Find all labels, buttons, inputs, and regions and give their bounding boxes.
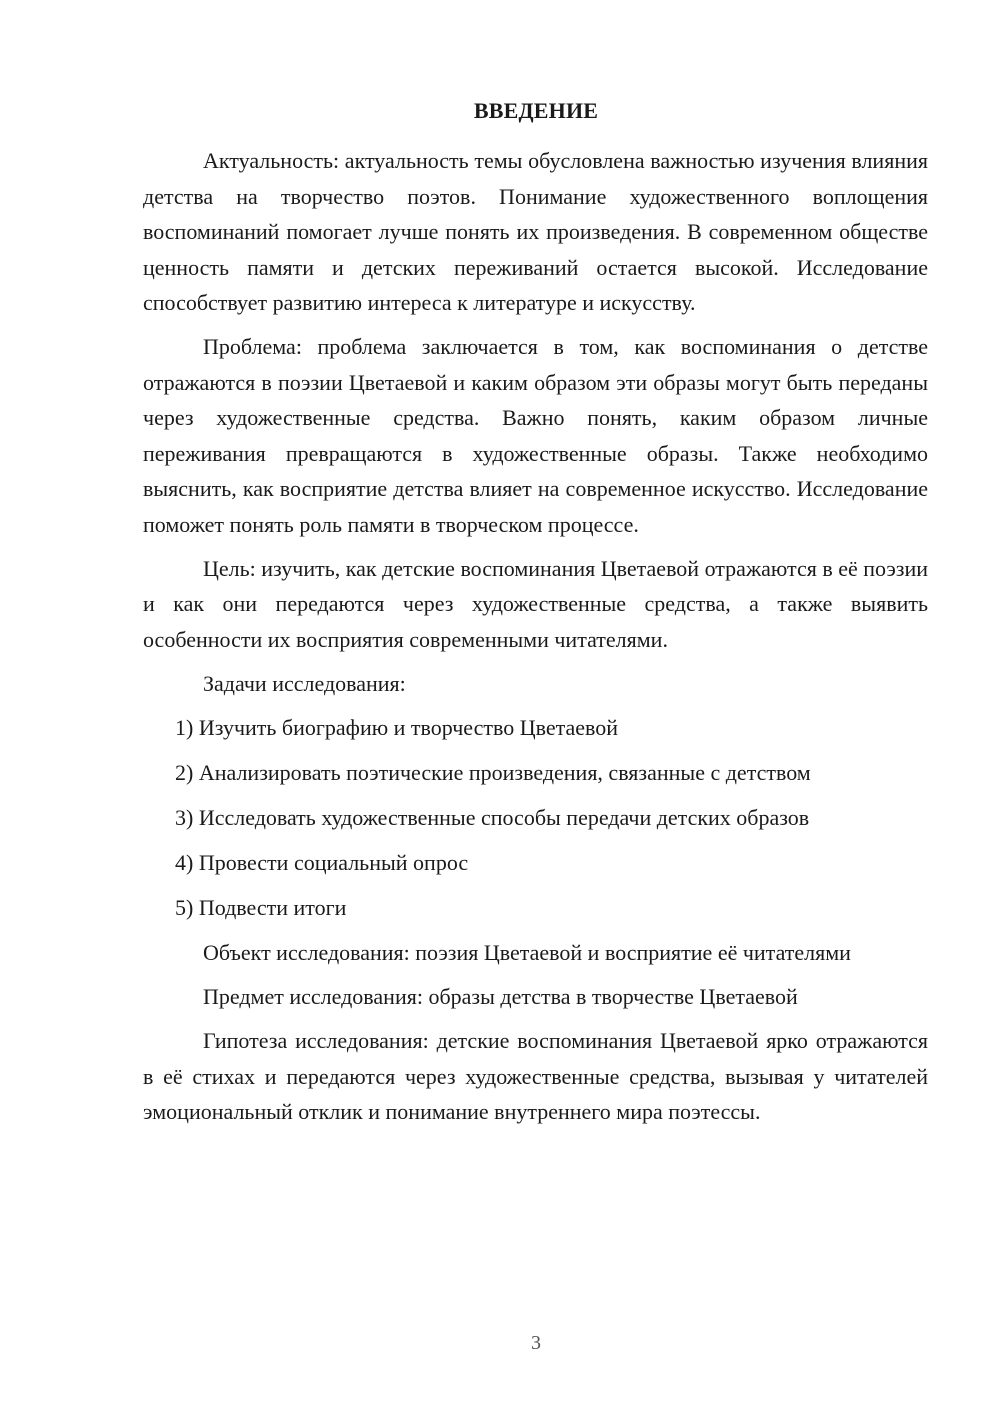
hypothesis-paragraph: Гипотеза исследования: детские воспоминания Цветаевой ярко отражаются в её стихах и передаются через художественные средства, вызывая у читателей эмоциональный отклик и понимание внутреннего мира поэтессы.: [143, 1028, 928, 1124]
object-paragraph: Объект исследования: поэзия Цветаевой и восприятие её читателями: [203, 940, 851, 965]
section-title: ВВЕДЕНИЕ: [473, 98, 599, 123]
tasks-heading: Задачи исследования:: [203, 670, 406, 696]
task-item: 2) Анализировать поэтические произведения, связанные с детством: [175, 759, 811, 785]
document-body: [143, 143, 928, 1138]
task-item: 5) Подвести итоги: [175, 894, 347, 920]
goal-paragraph: Цель: изучить, как детские воспоминания Цветаевой отражаются в её поэзии и как они передаются через художественные средства, а также выявить особенности их восприятия современными читателями.: [143, 555, 928, 652]
page-number: 3: [531, 1332, 541, 1354]
task-item: 4) Провести социальный опрос: [175, 849, 469, 875]
task-item: 1) Изучить биографию и творчество Цветаевой: [175, 714, 619, 740]
relevance-paragraph: Актуальность: актуальность темы обусловлена важностью изучения влияния детства на творчество поэтов. Понимание художественного воплощения воспоминаний помогает лучше понять их произведения. В современном обществе ценность памяти и детских переживаний остается высокой. Исследование способствует развитию интереса к литературе и искусству.: [143, 148, 928, 315]
problem-paragraph: Проблема: проблема заключается в том, как воспоминания о детстве отражаются в поэзии Цветаевой и каким образом эти образы могут быть переданы через художественные средства. Важно понять, каким образом личные переживания превращаются в художественные образы. Также необходимо выяснить, как восприятие детства влияет на современное искусство. Исследование поможет понять роль памяти в творческом процессе.: [143, 334, 928, 537]
task-item: 3) Исследовать художественные способы передачи детских образов: [175, 804, 810, 830]
subject-paragraph: Предмет исследования: образы детства в творчестве Цветаевой: [203, 984, 798, 1009]
task-list: [143, 710, 928, 926]
